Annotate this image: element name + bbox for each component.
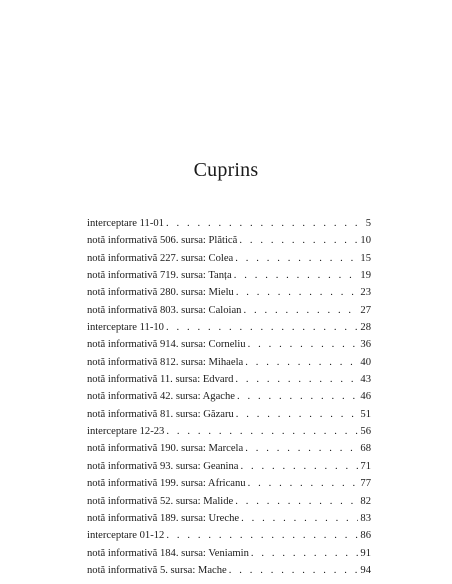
toc-entry <box>87 527 371 544</box>
toc-entry-page-number: 51 <box>360 408 371 420</box>
toc-entry-label: notă informativă 81. sursa: Găzaru <box>87 408 234 420</box>
toc-entry <box>87 250 371 267</box>
toc-entry-page-number: 68 <box>360 443 371 455</box>
toc-entry-label: interceptare 12-23 <box>87 426 165 438</box>
toc-entry-label: notă informativă 189. sursa: Ureche <box>87 512 240 524</box>
dot-leader <box>243 302 358 319</box>
dot-leader <box>166 527 358 544</box>
dot-leader <box>236 284 359 301</box>
toc-entry-label: notă informativă 190. sursa: Marcela <box>87 443 244 455</box>
toc-entry <box>87 406 371 423</box>
toc-entry-page-number: 82 <box>360 495 371 507</box>
toc-entry-page-number: 43 <box>360 374 371 386</box>
toc-entry <box>87 302 371 319</box>
toc-entry <box>87 423 371 440</box>
toc-entry-page-number: 91 <box>360 547 371 559</box>
toc-entry-page-number: 94 <box>360 564 371 576</box>
toc-entry-label: notă informativă 5. sursa: Mache <box>87 564 227 576</box>
toc-entry <box>87 215 371 232</box>
dot-leader <box>235 250 358 267</box>
toc-entry <box>87 336 371 353</box>
toc-entry <box>87 510 371 527</box>
dot-leader <box>166 423 358 440</box>
toc-entry-page-number: 40 <box>360 356 371 368</box>
dot-leader <box>237 388 358 405</box>
toc-entry-label: notă informativă 42. sursa: Agache <box>87 391 235 403</box>
toc-entry-page-number: 71 <box>360 460 371 472</box>
toc-entry <box>87 354 371 371</box>
toc-entry-page-number: 46 <box>360 391 371 403</box>
toc-entry-label: notă informativă 227. sursa: Colea <box>87 252 234 264</box>
dot-leader <box>229 562 359 579</box>
toc-entry-page-number: 5 <box>365 218 371 229</box>
toc-entry-label: notă informativă 812. sursa: Mihaela <box>87 356 244 368</box>
toc-entry-page-number: 27 <box>360 304 371 316</box>
toc-entry <box>87 458 371 475</box>
dot-leader <box>239 232 358 249</box>
toc-entry-page-number: 19 <box>360 270 371 282</box>
toc-entry-label: interceptare 11-10 <box>87 322 164 334</box>
toc-entry <box>87 371 371 388</box>
toc-entry <box>87 267 371 284</box>
toc-entry <box>87 440 371 457</box>
toc-entry-label: interceptare 11-01 <box>87 218 164 229</box>
toc-entry <box>87 475 371 492</box>
dot-leader <box>236 406 359 423</box>
dot-leader <box>235 493 358 510</box>
toc-entry-page-number: 86 <box>360 530 371 542</box>
toc-entry-page-number: 77 <box>360 478 371 490</box>
dot-leader <box>166 215 364 232</box>
dot-leader <box>241 458 359 475</box>
toc-entry <box>87 545 371 562</box>
dot-leader <box>251 545 358 562</box>
dot-leader <box>248 475 359 492</box>
dot-leader <box>248 336 359 353</box>
dot-leader <box>245 440 358 457</box>
table-of-contents <box>87 215 371 579</box>
toc-entry-page-number: 15 <box>360 252 371 264</box>
toc-entry <box>87 493 371 510</box>
toc-entry-page-number: 83 <box>360 512 371 524</box>
toc-entry-label: interceptare 01-12 <box>87 530 165 542</box>
toc-entry-label: notă informativă 199. sursa: Africanu <box>87 478 246 490</box>
toc-entry <box>87 388 371 405</box>
dot-leader <box>234 267 359 284</box>
toc-entry-page-number: 56 <box>360 426 371 438</box>
toc-entry-label: notă informativă 280. sursa: Mielu <box>87 287 234 299</box>
toc-entry-label: notă informativă 52. sursa: Malide <box>87 495 234 507</box>
dot-leader <box>166 319 358 336</box>
toc-entry-label: notă informativă 93. sursa: Geanina <box>87 460 239 472</box>
toc-entry <box>87 319 371 336</box>
page-title: Cuprins <box>193 159 259 181</box>
toc-entry-page-number: 10 <box>360 235 371 247</box>
dot-leader <box>241 510 358 527</box>
toc-entry-label: notă informativă 803. sursa: Caloian <box>87 304 242 316</box>
toc-entry <box>87 284 371 301</box>
dot-leader <box>245 354 358 371</box>
toc-entry-label: notă informativă 914. sursa: Corneliu <box>87 339 246 351</box>
toc-entry-page-number: 23 <box>360 287 371 299</box>
toc-entry-page-number: 36 <box>360 339 371 351</box>
toc-entry-label: notă informativă 506. sursa: Plătică <box>87 235 238 247</box>
toc-entry-page-number: 28 <box>360 322 371 334</box>
toc-entry <box>87 232 371 249</box>
toc-entry-label: notă informativă 719. sursa: Tanța <box>87 270 232 282</box>
toc-entry-label: notă informativă 184. sursa: Veniamin <box>87 547 249 559</box>
toc-entry-label: notă informativă 11. sursa: Edvard <box>87 374 234 386</box>
toc-entry <box>87 562 371 579</box>
dot-leader <box>235 371 358 388</box>
